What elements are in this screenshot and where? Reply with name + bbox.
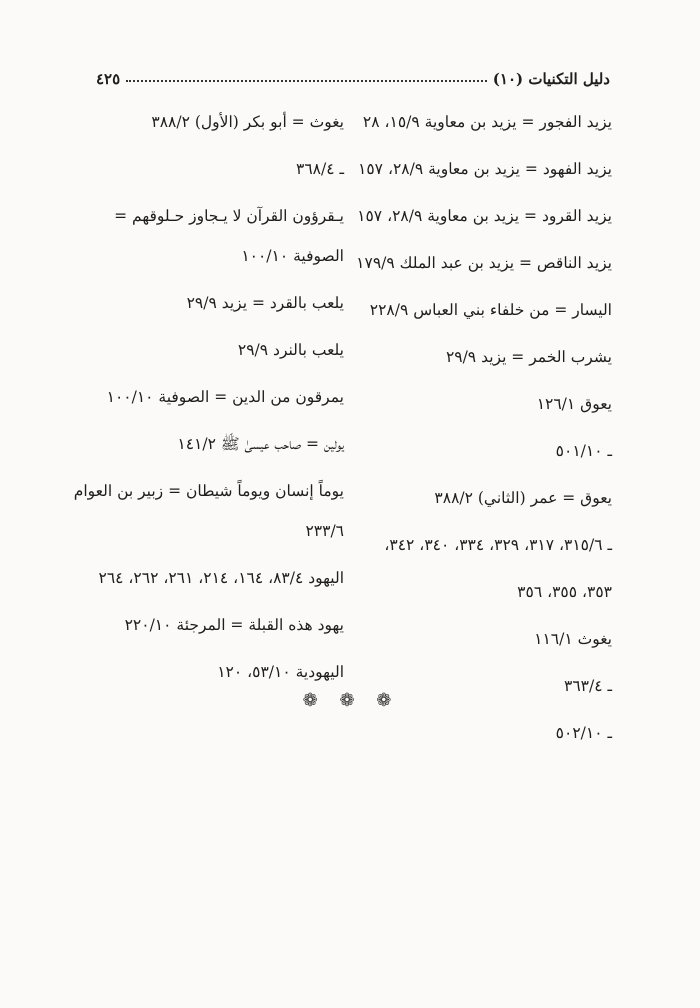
index-entry-line: الصوفية ١٠٠/١٠ <box>241 247 344 265</box>
index-entry: يلعب بالقرد = يزيد ٢٩/٩ <box>186 294 344 312</box>
index-entry: ٣٥٣، ٣٥٥، ٣٥٦ <box>517 583 612 601</box>
running-header <box>96 62 610 88</box>
index-entry: يغوث ١١٦/١ <box>534 630 612 648</box>
index-entry: يزيد الفجور = يزيد بن معاوية ١٥/٩، ٢٨ <box>362 113 612 131</box>
index-column-right <box>356 112 612 770</box>
index-entry: يمرقون من الدين = الصوفية ١٠٠/١٠ <box>106 388 344 406</box>
index-entry: اليهودية ٥٣/١٠، ١٢٠ <box>217 663 344 681</box>
header-dot-leader <box>126 80 487 82</box>
index-entry: يزيد القرود = يزيد بن معاوية ٢٨/٩، ١٥٧ <box>357 207 612 225</box>
index-entry-multiline <box>84 206 344 286</box>
flower-ornament-icon: ❁ <box>302 690 324 711</box>
index-entry: يغوث = أبو بكر (الأول) ٣٨٨/٢ <box>151 113 344 131</box>
index-entry: يولين = صاحب عيسىٰ ﷺ ١٤١/٢ <box>177 435 344 453</box>
index-entry: يزيد الفهود = يزيد بن معاوية ٢٨/٩، ١٥٧ <box>358 160 612 178</box>
index-column-left <box>73 112 344 709</box>
page-number: ٤٢٥ <box>96 70 121 88</box>
flower-ornament-icon: ❁ <box>376 690 398 711</box>
section-end-ornament <box>0 690 700 711</box>
index-entry: اليسار = من خلفاء بني العباس ٢٢٨/٩ <box>369 301 612 319</box>
index-entry: ـ ٣٦٨/٤ <box>296 160 344 178</box>
index-entry-line: يوماً إنسان ويوماً شيطان = زبير بن العوام <box>73 482 344 500</box>
index-entry: يعوق = عمر (الثاني) ٣٨٨/٢ <box>434 489 612 507</box>
index-entry: يزيد الناقص = يزيد بن عبد الملك ١٧٩/٩ <box>356 254 612 272</box>
index-entry: ـ ٣١٥/٦، ٣١٧، ٣٢٩، ٣٣٤، ٣٤٠، ٣٤٢، <box>384 536 612 554</box>
index-entry: يهود هذه القبلة = المرجئة ٢٢٠/١٠ <box>124 616 344 634</box>
index-entry: اليهود ٨٣/٤، ١٦٤، ٢١٤، ٢٦١، ٢٦٢، ٢٦٤ <box>98 569 344 587</box>
index-entry: ـ ٥٠١/١٠ <box>555 442 612 460</box>
index-entry: ـ ٥٠٢/١٠ <box>555 724 612 742</box>
index-entry: ـ ٣٦٣/٤ <box>564 677 612 695</box>
index-entry-line: ٢٣٣/٦ <box>305 522 344 540</box>
index-entry-line: يـقرؤون القرآن لا يـجاوز حـلوقهم = <box>114 207 344 225</box>
index-entry: يعوق ١٢٦/١ <box>536 395 612 413</box>
index-entry-multiline <box>73 481 344 561</box>
flower-ornament-icon: ❁ <box>339 690 361 711</box>
index-entry: يلعب بالنرد ٢٩/٩ <box>237 341 344 359</box>
header-title: دليل التكنيات (١٠) <box>492 70 610 88</box>
index-entry: يشرب الخمر = يزيد ٢٩/٩ <box>445 348 612 366</box>
